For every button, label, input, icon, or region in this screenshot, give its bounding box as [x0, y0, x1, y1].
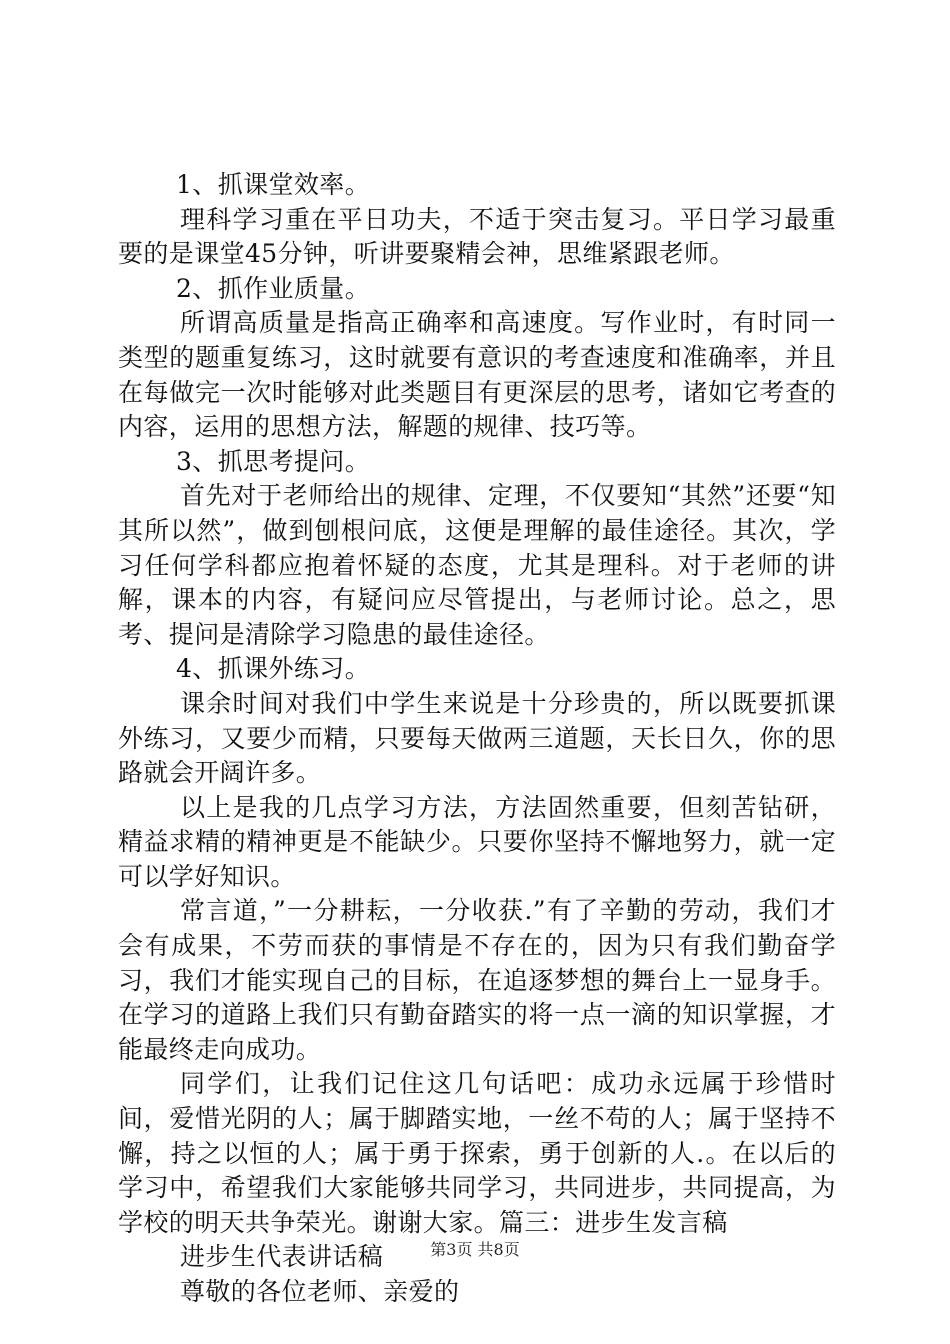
- paragraph-closing: 同学们，让我们记住这几句话吧：成功永远属于珍惜时间，爱惜光阴的人；属于脚踏实地，一丝不苟的人；属于坚持不懈，持之以恒的人；属于勇于探索，勇于创新的人.。在以后的学习中，希望我们大家能够共同学习，共同进步，共同提高，为学校的明天共争荣光。谢谢大家。篇三：进步生发言稿: [118, 1069, 836, 1237]
- section-heading-1: 1、抓课堂效率。: [176, 170, 371, 199]
- section-heading-2: 2、抓作业质量。: [176, 273, 371, 303]
- section-heading-4: 4、抓课外练习。: [176, 654, 371, 684]
- paragraph-extra-practice: 课余时间对我们中学生来说是十分珍贵的，所以既要抓课外练习，又要少而精，只要每天做两三道题，天长日久，你的思路就会开阔许多。: [118, 688, 836, 788]
- section-heading-3: 3、抓思考提问。: [176, 446, 371, 476]
- document-body: [118, 168, 836, 1310]
- paragraph-thinking-questions: 首先对于老师给出的规律、定理，不仅要知“其然”还要“知其所以然”，做到刨根问底，这便是理解的最佳途径。其次，学习任何学科都应抱着怀疑的态度，尤其是理科。对于老师的讲解，课本的内容，有疑问应尽管提出，与老师讨论。总之，思考、提问是清除学习隐患的最佳途径。: [118, 481, 836, 649]
- page-number-footer: 第3页 共8页: [430, 1240, 520, 1259]
- paragraph-greeting: 尊敬的各位老师、亲爱的: [180, 1277, 460, 1306]
- paragraph-speech-title: 进步生代表讲话稿: [180, 1242, 384, 1272]
- paragraph-proverb: 常言道，”一分耕耘，一分收获.”有了辛勤的劳动，我们才会有成果，不劳而获的事情是不存在的，因为只有我们勤奋学习，我们才能实现自己的目标，在追逐梦想的舞台上一显身手。在学习的道路上我们只有勤奋踏实的将一点一滴的知识掌握，才能最终走向成功。: [118, 896, 836, 1064]
- paragraph-homework-quality: 所谓高质量是指高正确率和高速度。写作业时，有时同一类型的题重复练习，这时就要有意识的考查速度和准确率，并且在每做完一次时能够对此类题目有更深层的思考，诸如它考查的内容，运用的思想方法，解题的规律、技巧等。: [118, 308, 836, 442]
- paragraph-summary: 以上是我的几点学习方法，方法固然重要，但刻苦钻研，精益求精的精神更是不能缺少。只要你坚持不懈地努力，就一定可以学好知识。: [118, 792, 836, 891]
- paragraph-classroom-efficiency: 理科学习重在平日功夫，不适于突击复习。平日学习最重要的是课堂45分钟，听讲要聚精会神，思维紧跟老师。: [118, 204, 836, 269]
